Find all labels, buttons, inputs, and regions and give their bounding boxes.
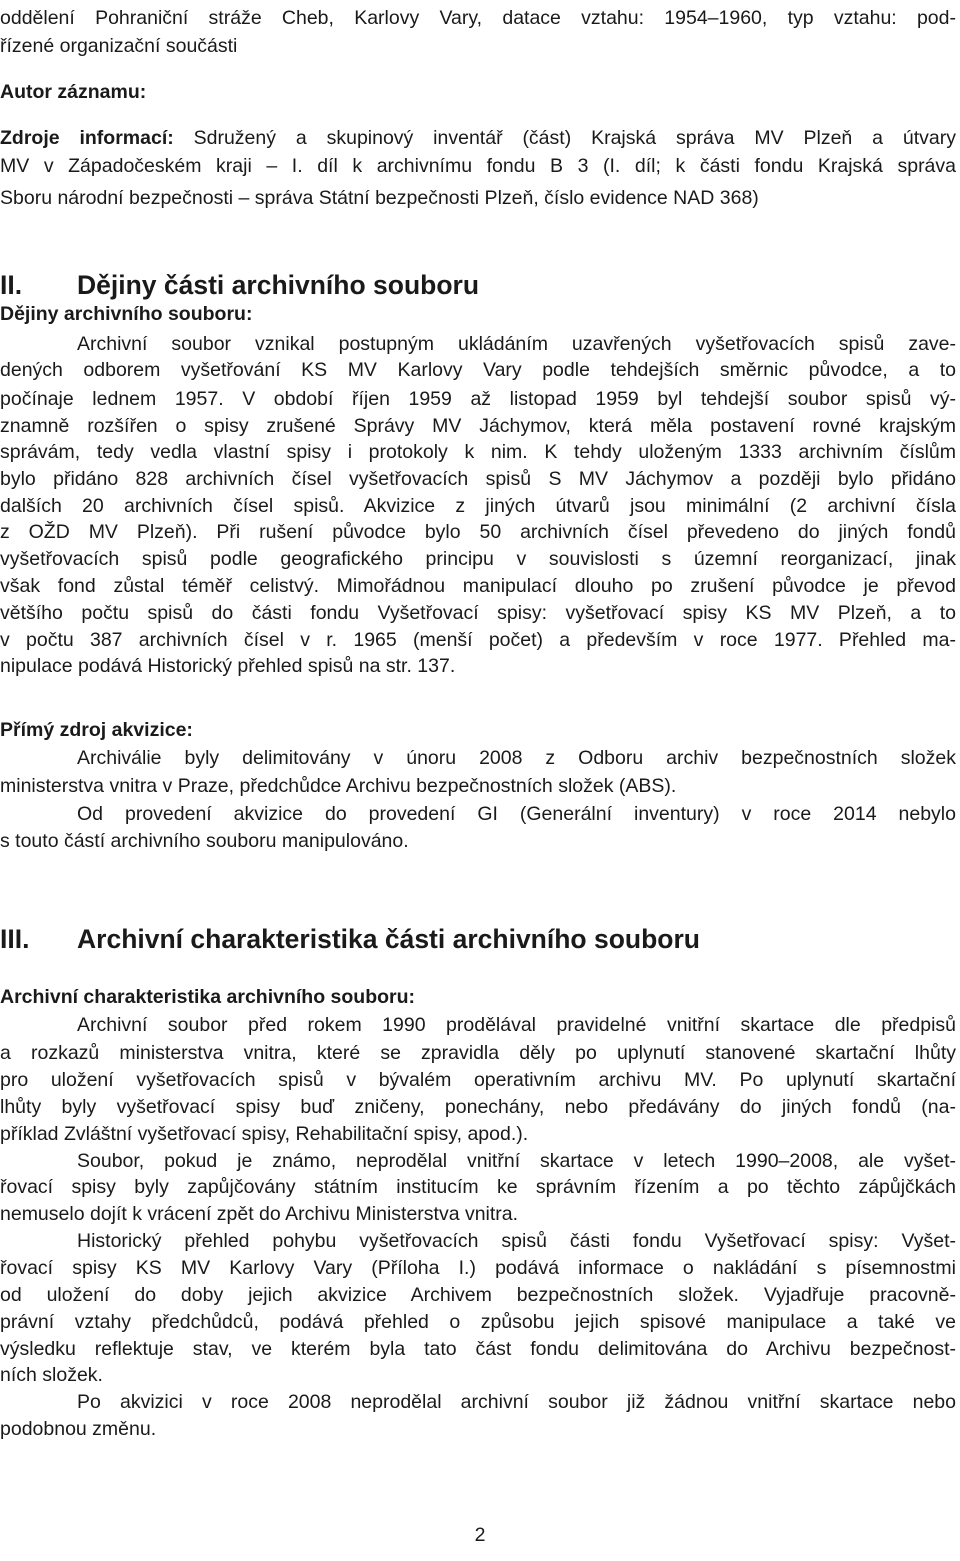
intro-line-1: oddělení Pohraniční stráže Cheb, Karlovy Vary, datace vztahu: 1954–1960, typ vztahu: pod-: [0, 7, 956, 29]
paragraph-line: nemuselo dojít k vrácení zpět do Archivu Ministerstva vnitra.: [0, 1203, 519, 1225]
paragraph-line: příklad Zvláštní vyšetřovací spisy, Rehabilitační spisy, apod.).: [0, 1123, 529, 1145]
characteristics-label: Archivní charakteristika archivního souboru:: [0, 986, 416, 1008]
paragraph-line: Historický přehled pohybu vyšetřovacích spisů části fondu Vyšetřovací spisy: Vyšet-: [77, 1230, 956, 1252]
paragraph-line: dených odborem vyšetřování KS MV Karlovy Vary podle tehdejších směrnic původce, a to: [0, 359, 956, 381]
paragraph-line: ministerstva vnitra v Praze, předchůdce Archivu bezpečnostních složek (ABS).: [0, 775, 677, 797]
paragraph-line: Archivní soubor vznikal postupným ukládáním uzavřených vyšetřovacích spisů zave-: [77, 333, 956, 355]
paragraph-line: od uložení do doby jejich akvizice Archivem bezpečnostních složek. Vyjadřuje pracovně-: [0, 1284, 956, 1306]
paragraph-line: podobnou změnu.: [0, 1418, 157, 1440]
section-title: Archivní charakteristika části archivního souboru: [77, 924, 700, 954]
paragraph-line: však fond zůstal téměř celistvý. Mimořádnou manipulací dlouho po zrušení původce je převod: [0, 575, 956, 597]
paragraph-line: Archiválie byly delimitovány v únoru 2008 z Odboru archiv bezpečnostních složek: [77, 747, 956, 769]
section-heading-2: [0, 268, 479, 302]
sources-label: Zdroje informací:: [0, 127, 174, 149]
paragraph-line: výsledku reflektuje stav, ve kterém byla tato část fondu delimitována do Archivu bezpečnost-: [0, 1338, 956, 1360]
section-title: Dějiny části archivního souboru: [77, 270, 480, 300]
paragraph-line: znamně rozšířen o spisy zrušené Správy MV Jáchymov, která měla postavení rovné krajským: [0, 415, 956, 437]
paragraph-line: v počtu 387 archivních čísel v r. 1965 (menší počet) a především v roce 1977. Přehled ma-: [0, 629, 956, 651]
section-heading-3: [0, 922, 700, 956]
sources-line-1: Zdroje informací: Sdružený a skupinový inventář (část) Krajská správa MV Plzeň a útvary: [0, 127, 956, 149]
paragraph-line: vyšetřovacích spisů podle geografického principu v souvislosti s územní reorganizací, jinak: [0, 548, 956, 570]
paragraph-line: ních složek.: [0, 1364, 103, 1386]
paragraph-line: Od provedení akvizice do provedení GI (Generální inventury) v roce 2014 nebylo: [77, 803, 956, 825]
paragraph-line: bylo přidáno 828 archivních čísel vyšetřovacích spisů S MV Jáchymov a později bylo přidáno: [0, 468, 956, 490]
paragraph-line: Po akvizici v roce 2008 neprodělal archivní soubor již žádnou vnitřní skartace nebo: [77, 1391, 956, 1413]
history-label: Dějiny archivního souboru:: [0, 303, 253, 325]
paragraph-line: řovací spisy KS MV Karlovy Vary (Příloha I.) podává informace o nakládání s písemnostmi: [0, 1257, 956, 1279]
paragraph-line: Archivní soubor před rokem 1990 prodělával pravidelné vnitřní skartace dle předpisů: [77, 1014, 956, 1036]
paragraph-line: počínaje lednem 1957. V období říjen 1959 až listopad 1959 byl tehdejší soubor spisů vý-: [0, 388, 956, 410]
author-label: Autor záznamu:: [0, 81, 147, 103]
sources-line-2: MV v Západočeském kraji – I. díl k archivnímu fondu B 3 (I. díl; k části fondu Krajská správa: [0, 155, 956, 177]
paragraph-line: a rozkazů ministerstva vnitra, které se zpravidla děly po uplynutí stanovené skartační lhůty: [0, 1042, 956, 1064]
paragraph-line: většího počtu spisů do části fondu Vyšetřovací spisy: vyšetřovací spisy KS MV Plzeň, a to: [0, 602, 956, 624]
paragraph-line: lhůty byly vyšetřovací spisy buď zničeny, ponechány, nebo předávány do jiných fondů (na-: [0, 1096, 956, 1118]
section-number: III.: [0, 924, 30, 954]
paragraph-line: z OŽD MV Plzeň). Při rušení původce bylo 50 archivních čísel převedeno do jiných fondů: [0, 521, 956, 543]
paragraph-line: dalších 20 archivních čísel spisů. Akvizice z jiných útvarů jsou minimální (2 archivní čísla: [0, 495, 956, 517]
paragraph-line: s touto částí archivního souboru manipulováno.: [0, 830, 409, 852]
paragraph-line: správám, tedy vedla vlastní spisy i protokoly k nim. K tehdy uloženým 1333 archivním číslům: [0, 441, 956, 463]
section-number: II.: [0, 270, 23, 300]
paragraph-line: Soubor, pokud je známo, neprodělal vnitřní skartace v letech 1990–2008, ale vyšet-: [77, 1150, 956, 1172]
sources-line-3: Sboru národní bezpečnosti – správa Státní bezpečnosti Plzeň, číslo evidence NAD 368): [0, 187, 759, 209]
paragraph-line: řovací spisy byly zapůjčovány státním institucím ke správním řízením a po těchto zápůjčkách: [0, 1176, 956, 1198]
intro-line-2: řízené organizační součásti: [0, 35, 238, 57]
acquisition-label: Přímý zdroj akvizice:: [0, 719, 193, 741]
paragraph-line: nipulace podává Historický přehled spisů na str. 137.: [0, 655, 456, 677]
paragraph-line: pro uložení vyšetřovacích spisů v bývalém operativním archivu MV. Po uplynutí skartační: [0, 1069, 956, 1091]
paragraph-line: právní vztahy předchůdců, podává přehled o způsobu jejich spisové manipulace a také ve: [0, 1311, 956, 1333]
page-number: 2: [474, 1524, 486, 1546]
